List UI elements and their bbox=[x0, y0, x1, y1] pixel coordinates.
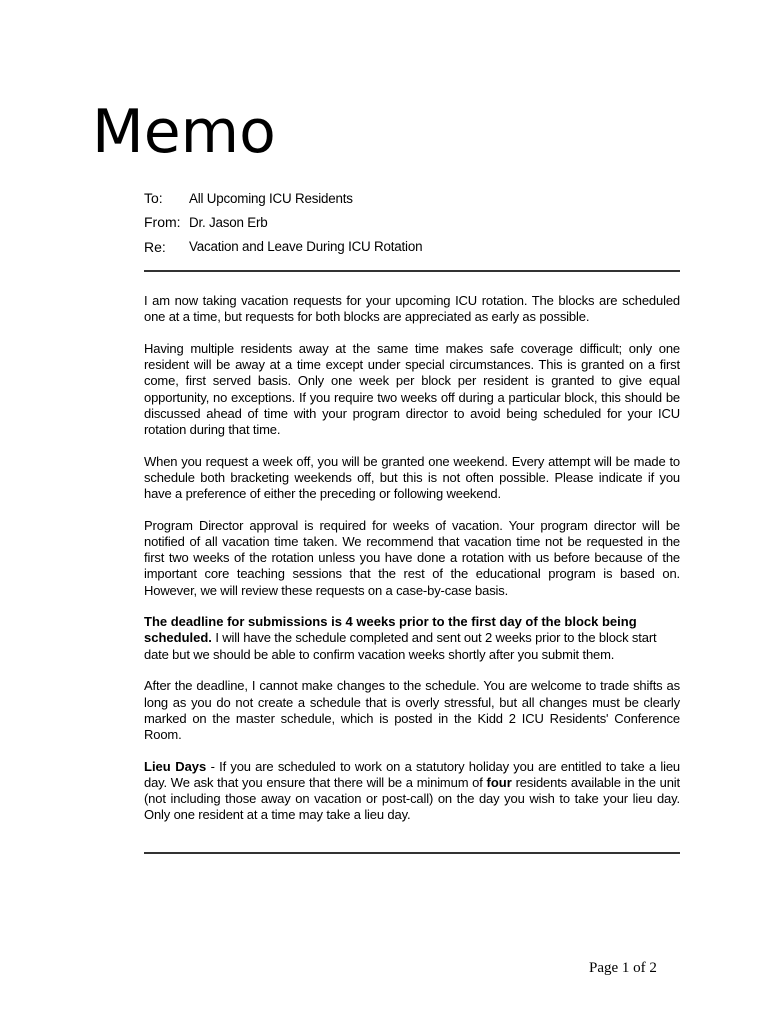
footer-divider bbox=[144, 852, 680, 854]
paragraph-program-director: Program Director approval is required for weeks of vacation. Your program director will be notified of all vacation time taken. We recommend that vacation time not be requested in the first two weeks of the rotation unless you have done a rotation with us before because of the important core teaching sessions that the rest of the educational program is based on. However, we will review these requests on a case-by-case basis. bbox=[144, 517, 680, 598]
lieu-days-text-1: - If you are scheduled to work on a statutory holiday you are entitled to take a lieu day. We ask that you ensure that there will be a minimum of bbox=[144, 758, 680, 790]
to-value: All Upcoming ICU Residents bbox=[189, 190, 353, 206]
from-label: From: bbox=[144, 214, 181, 231]
paragraph-after-deadline: After the deadline, I cannot make changes to the schedule. You are welcome to trade shifts as long as you do not create a schedule that is overly stressful, but all changes must be clearly marked on the master schedule, which is posted in the Kidd 2 ICU Residents' Conference Room. bbox=[144, 678, 680, 742]
lieu-days-emphasis: four bbox=[486, 774, 512, 790]
header-divider bbox=[144, 270, 680, 272]
deadline-rest-text: I will have the schedule completed and sent out 2 weeks prior to the block start date but we should be able to confirm vacation weeks shortly after you submit them. bbox=[144, 630, 657, 662]
deadline-bold-text: The deadline for submissions is 4 weeks prior to the first day of the block being scheduled. bbox=[144, 614, 637, 646]
re-label: Re: bbox=[144, 238, 166, 255]
paragraph-weekends: When you request a week off, you will be granted one weekend. Every attempt will be made to schedule both bracketing weekends off, but this is not often possible. Please indicate if you have a preference of either the preceding or following weekend. bbox=[144, 453, 680, 502]
paragraph-vacation-requests: I am now taking vacation requests for your upcoming ICU rotation. The blocks are scheduled one at a time, but requests for both blocks are appreciated as early as possible. bbox=[144, 293, 680, 325]
memo-body bbox=[144, 293, 680, 839]
from-value: Dr. Jason Erb bbox=[189, 214, 268, 230]
re-row bbox=[144, 235, 684, 259]
lieu-days-text-2: residents available in the unit (not including those away on vacation or post-call) on the day you wish to take your lieu day. Only one resident at a time may take a lieu day. bbox=[144, 774, 680, 823]
to-label: To: bbox=[144, 190, 163, 207]
page-number: Page 1 of 2 bbox=[589, 960, 657, 976]
to-row bbox=[144, 186, 684, 210]
memo-header bbox=[144, 186, 684, 259]
paragraph-lieu-days bbox=[144, 759, 680, 824]
from-row bbox=[144, 210, 684, 234]
re-value: Vacation and Leave During ICU Rotation bbox=[189, 239, 423, 255]
paragraph-coverage: Having multiple residents away at the same time makes safe coverage difficult; only one resident will be away at a time except under special circumstances. This is granted on a first come, first served basis. Only one week per block per resident is granted to give equal opportunity, no exceptions. If you require two weeks off during a particular block, this should be discussed ahead of time with your program director to avoid being scheduled for your ICU rotation during that time. bbox=[144, 340, 680, 437]
paragraph-deadline bbox=[144, 614, 680, 663]
memo-title: Memo bbox=[92, 97, 276, 167]
lieu-days-heading: Lieu Days bbox=[144, 758, 207, 774]
